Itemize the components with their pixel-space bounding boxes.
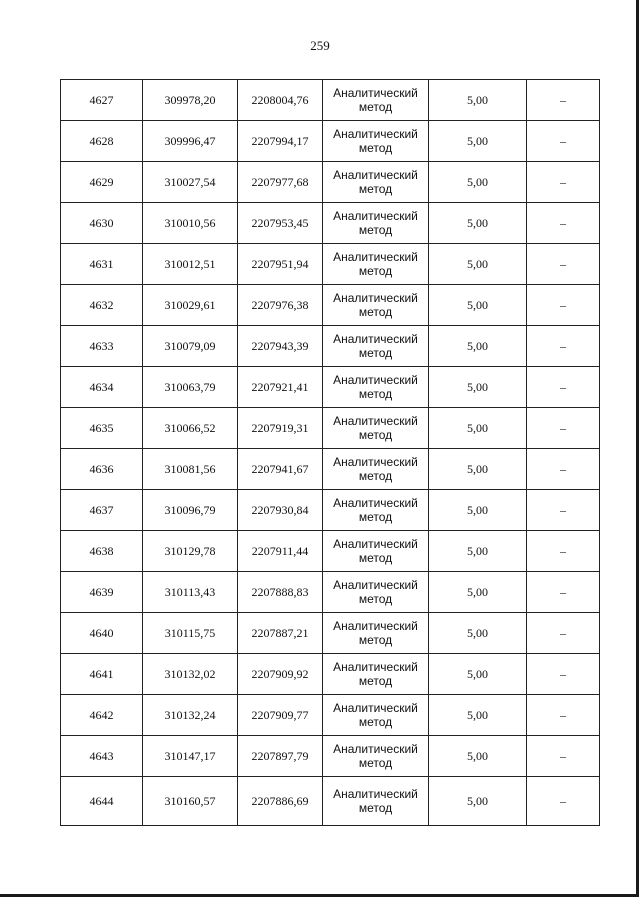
point-number-cell: 4629 bbox=[61, 162, 143, 203]
method-line-1: Аналитический bbox=[333, 291, 418, 305]
method-line-2: метод bbox=[358, 551, 393, 565]
note-cell: – bbox=[527, 695, 600, 736]
method-cell bbox=[323, 80, 429, 121]
method-cell bbox=[323, 449, 429, 490]
coordinates-table bbox=[60, 79, 600, 826]
method-line-2: метод bbox=[358, 305, 393, 319]
note-cell: – bbox=[527, 285, 600, 326]
precision-cell: 5,00 bbox=[429, 244, 527, 285]
note-cell: – bbox=[527, 654, 600, 695]
y-coordinate-cell: 2207911,44 bbox=[238, 531, 323, 572]
y-coordinate-cell: 2208004,76 bbox=[238, 80, 323, 121]
point-number-cell: 4642 bbox=[61, 695, 143, 736]
point-number-cell: 4630 bbox=[61, 203, 143, 244]
y-coordinate-cell: 2207977,68 bbox=[238, 162, 323, 203]
x-coordinate-cell: 310012,51 bbox=[143, 244, 238, 285]
x-coordinate-cell: 310132,02 bbox=[143, 654, 238, 695]
method-cell bbox=[323, 654, 429, 695]
table-row bbox=[61, 203, 600, 244]
precision-cell: 5,00 bbox=[429, 695, 527, 736]
method-line-2: метод bbox=[358, 510, 393, 524]
point-number-cell: 4631 bbox=[61, 244, 143, 285]
table-row bbox=[61, 654, 600, 695]
precision-cell: 5,00 bbox=[429, 326, 527, 367]
note-cell: – bbox=[527, 244, 600, 285]
x-coordinate-cell: 309978,20 bbox=[143, 80, 238, 121]
method-cell bbox=[323, 285, 429, 326]
x-coordinate-cell: 310132,24 bbox=[143, 695, 238, 736]
method-cell bbox=[323, 203, 429, 244]
precision-cell: 5,00 bbox=[429, 408, 527, 449]
method-line-1: Аналитический bbox=[333, 537, 418, 551]
method-cell bbox=[323, 613, 429, 654]
method-line-1: Аналитический bbox=[333, 414, 418, 428]
precision-cell: 5,00 bbox=[429, 285, 527, 326]
table-row bbox=[61, 367, 600, 408]
note-cell: – bbox=[527, 736, 600, 777]
precision-cell: 5,00 bbox=[429, 80, 527, 121]
point-number-cell: 4628 bbox=[61, 121, 143, 162]
table-row bbox=[61, 162, 600, 203]
x-coordinate-cell: 310079,09 bbox=[143, 326, 238, 367]
precision-cell: 5,00 bbox=[429, 654, 527, 695]
note-cell: – bbox=[527, 121, 600, 162]
method-cell bbox=[323, 777, 429, 826]
method-line-1: Аналитический bbox=[333, 168, 418, 182]
method-line-2: метод bbox=[358, 141, 393, 155]
point-number-cell: 4637 bbox=[61, 490, 143, 531]
note-cell: – bbox=[527, 80, 600, 121]
method-cell bbox=[323, 572, 429, 613]
method-line-2: метод bbox=[358, 633, 393, 647]
note-cell: – bbox=[527, 572, 600, 613]
table-row bbox=[61, 408, 600, 449]
note-cell: – bbox=[527, 777, 600, 826]
method-line-1: Аналитический bbox=[333, 578, 418, 592]
y-coordinate-cell: 2207930,84 bbox=[238, 490, 323, 531]
method-line-2: метод bbox=[358, 223, 393, 237]
table-body bbox=[61, 80, 600, 826]
y-coordinate-cell: 2207943,39 bbox=[238, 326, 323, 367]
point-number-cell: 4641 bbox=[61, 654, 143, 695]
point-number-cell: 4636 bbox=[61, 449, 143, 490]
method-line-1: Аналитический bbox=[333, 496, 418, 510]
note-cell: – bbox=[527, 203, 600, 244]
note-cell: – bbox=[527, 531, 600, 572]
table-row bbox=[61, 572, 600, 613]
method-line-1: Аналитический bbox=[333, 250, 418, 264]
method-line-2: метод bbox=[358, 756, 393, 770]
precision-cell: 5,00 bbox=[429, 203, 527, 244]
method-line-1: Аналитический bbox=[333, 86, 418, 100]
method-line-2: метод bbox=[358, 264, 393, 278]
table-row bbox=[61, 449, 600, 490]
y-coordinate-cell: 2207919,31 bbox=[238, 408, 323, 449]
x-coordinate-cell: 310063,79 bbox=[143, 367, 238, 408]
x-coordinate-cell: 310066,52 bbox=[143, 408, 238, 449]
method-cell bbox=[323, 162, 429, 203]
x-coordinate-cell: 310147,17 bbox=[143, 736, 238, 777]
y-coordinate-cell: 2207886,69 bbox=[238, 777, 323, 826]
method-cell bbox=[323, 490, 429, 531]
precision-cell: 5,00 bbox=[429, 613, 527, 654]
note-cell: – bbox=[527, 408, 600, 449]
point-number-cell: 4639 bbox=[61, 572, 143, 613]
method-line-2: метод bbox=[358, 715, 393, 729]
method-line-1: Аналитический bbox=[333, 373, 418, 387]
point-number-cell: 4643 bbox=[61, 736, 143, 777]
method-line-2: метод bbox=[358, 592, 393, 606]
precision-cell: 5,00 bbox=[429, 777, 527, 826]
note-cell: – bbox=[527, 367, 600, 408]
precision-cell: 5,00 bbox=[429, 121, 527, 162]
x-coordinate-cell: 310113,43 bbox=[143, 572, 238, 613]
x-coordinate-cell: 310081,56 bbox=[143, 449, 238, 490]
point-number-cell: 4635 bbox=[61, 408, 143, 449]
method-line-2: метод bbox=[358, 801, 393, 815]
table-row bbox=[61, 613, 600, 654]
method-cell bbox=[323, 244, 429, 285]
x-coordinate-cell: 310160,57 bbox=[143, 777, 238, 826]
method-line-2: метод bbox=[358, 182, 393, 196]
table-row bbox=[61, 695, 600, 736]
note-cell: – bbox=[527, 162, 600, 203]
precision-cell: 5,00 bbox=[429, 490, 527, 531]
point-number-cell: 4627 bbox=[61, 80, 143, 121]
y-coordinate-cell: 2207888,83 bbox=[238, 572, 323, 613]
table-row bbox=[61, 80, 600, 121]
y-coordinate-cell: 2207887,21 bbox=[238, 613, 323, 654]
method-line-2: метод bbox=[358, 428, 393, 442]
x-coordinate-cell: 309996,47 bbox=[143, 121, 238, 162]
y-coordinate-cell: 2207921,41 bbox=[238, 367, 323, 408]
x-coordinate-cell: 310027,54 bbox=[143, 162, 238, 203]
table-row bbox=[61, 490, 600, 531]
method-line-2: метод bbox=[358, 469, 393, 483]
note-cell: – bbox=[527, 326, 600, 367]
method-cell bbox=[323, 326, 429, 367]
precision-cell: 5,00 bbox=[429, 736, 527, 777]
y-coordinate-cell: 2207951,94 bbox=[238, 244, 323, 285]
table-row bbox=[61, 244, 600, 285]
x-coordinate-cell: 310115,75 bbox=[143, 613, 238, 654]
point-number-cell: 4634 bbox=[61, 367, 143, 408]
precision-cell: 5,00 bbox=[429, 162, 527, 203]
y-coordinate-cell: 2207994,17 bbox=[238, 121, 323, 162]
method-line-2: метод bbox=[358, 100, 393, 114]
y-coordinate-cell: 2207909,77 bbox=[238, 695, 323, 736]
precision-cell: 5,00 bbox=[429, 572, 527, 613]
precision-cell: 5,00 bbox=[429, 449, 527, 490]
x-coordinate-cell: 310096,79 bbox=[143, 490, 238, 531]
precision-cell: 5,00 bbox=[429, 367, 527, 408]
method-line-2: метод bbox=[358, 387, 393, 401]
y-coordinate-cell: 2207909,92 bbox=[238, 654, 323, 695]
method-cell bbox=[323, 736, 429, 777]
note-cell: – bbox=[527, 613, 600, 654]
method-line-1: Аналитический bbox=[333, 701, 418, 715]
x-coordinate-cell: 310129,78 bbox=[143, 531, 238, 572]
y-coordinate-cell: 2207897,79 bbox=[238, 736, 323, 777]
y-coordinate-cell: 2207976,38 bbox=[238, 285, 323, 326]
y-coordinate-cell: 2207941,67 bbox=[238, 449, 323, 490]
method-cell bbox=[323, 695, 429, 736]
table-row bbox=[61, 736, 600, 777]
point-number-cell: 4640 bbox=[61, 613, 143, 654]
method-line-1: Аналитический bbox=[333, 742, 418, 756]
y-coordinate-cell: 2207953,45 bbox=[238, 203, 323, 244]
point-number-cell: 4632 bbox=[61, 285, 143, 326]
method-line-1: Аналитический bbox=[333, 332, 418, 346]
method-line-1: Аналитический bbox=[333, 787, 418, 801]
method-line-1: Аналитический bbox=[333, 455, 418, 469]
method-cell bbox=[323, 531, 429, 572]
x-coordinate-cell: 310029,61 bbox=[143, 285, 238, 326]
method-line-1: Аналитический bbox=[333, 619, 418, 633]
precision-cell: 5,00 bbox=[429, 531, 527, 572]
table-row bbox=[61, 777, 600, 826]
note-cell: – bbox=[527, 449, 600, 490]
method-cell bbox=[323, 121, 429, 162]
table-row bbox=[61, 326, 600, 367]
method-cell bbox=[323, 408, 429, 449]
page-number: 259 bbox=[310, 38, 330, 53]
method-line-2: метод bbox=[358, 346, 393, 360]
x-coordinate-cell: 310010,56 bbox=[143, 203, 238, 244]
method-line-1: Аналитический bbox=[333, 660, 418, 674]
point-number-cell: 4638 bbox=[61, 531, 143, 572]
point-number-cell: 4644 bbox=[61, 777, 143, 826]
table-row bbox=[61, 285, 600, 326]
table-row bbox=[61, 121, 600, 162]
note-cell: – bbox=[527, 490, 600, 531]
method-line-2: метод bbox=[358, 674, 393, 688]
method-line-1: Аналитический bbox=[333, 127, 418, 141]
point-number-cell: 4633 bbox=[61, 326, 143, 367]
method-line-1: Аналитический bbox=[333, 209, 418, 223]
method-cell bbox=[323, 367, 429, 408]
table-row bbox=[61, 531, 600, 572]
